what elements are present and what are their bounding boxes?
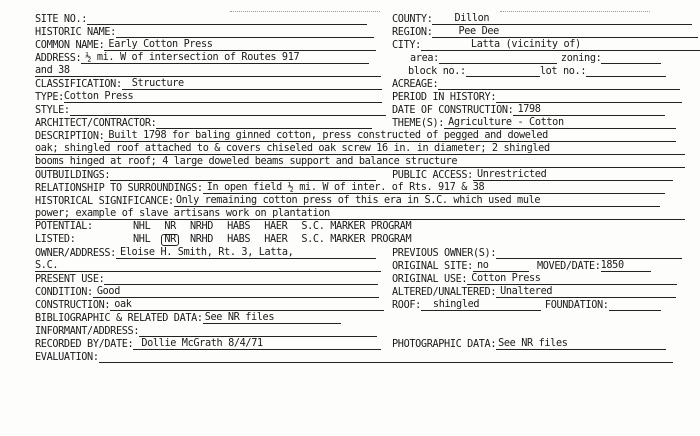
classification-field[interactable]: Structure	[122, 78, 382, 90]
altered-row	[392, 286, 676, 298]
original-site-field[interactable]: no	[473, 260, 529, 272]
description-row	[35, 130, 676, 142]
block-no-label: block no.:	[408, 66, 466, 77]
county-label: COUNTY:	[392, 14, 433, 25]
owner-field[interactable]: Eloise H. Smith, Rt. 3, Latta,	[116, 247, 376, 259]
date-construction-row	[392, 104, 665, 116]
common-name-row	[35, 39, 376, 51]
region-row	[392, 26, 698, 38]
description-field-line3[interactable]: booms hinged at roof; 4 large doweled beams support and balance structure	[35, 156, 685, 168]
listed-nrhd[interactable]: NRHD	[189, 234, 214, 245]
potential-nhl[interactable]: NHL	[133, 221, 151, 232]
listed-nhl[interactable]: NHL	[133, 234, 151, 245]
description-row-2	[35, 143, 685, 155]
listed-row	[35, 234, 425, 246]
public-access-field[interactable]: Unrestricted	[473, 169, 673, 181]
previous-owners-field[interactable]	[496, 247, 682, 259]
listed-marker[interactable]: S.C. MARKER PROGRAM	[301, 234, 412, 245]
architect-field[interactable]	[156, 117, 372, 129]
listed-habs[interactable]: HABS	[227, 234, 251, 245]
informant-field[interactable]	[139, 325, 377, 337]
altered-label: ALTERED/UNALTERED:	[392, 287, 497, 298]
date-construction-label: DATE OF CONSTRUCTION:	[392, 105, 514, 116]
photographic-row	[392, 338, 666, 350]
condition-field[interactable]: Good	[93, 286, 379, 298]
classification-row	[35, 78, 382, 90]
architect-label: ARCHITECT/CONTRACTOR:	[35, 118, 157, 129]
owner-row	[35, 247, 376, 259]
present-use-row	[35, 273, 378, 285]
classification-label: CLASSIFICATION:	[35, 79, 122, 90]
zoning-field[interactable]	[601, 52, 661, 64]
original-site-row	[392, 260, 651, 272]
foundation-label: FOUNDATION:	[544, 300, 609, 311]
description-field-line2[interactable]: oak; shingled roof attached to & covers chiseled oak screw 16 in. in diameter; 2 shingled	[35, 143, 685, 155]
informant-row	[35, 325, 377, 337]
significance-row	[35, 195, 660, 207]
original-use-row	[392, 273, 677, 285]
type-field[interactable]: Cotton Press	[64, 91, 382, 103]
site-no-field[interactable]	[87, 13, 367, 25]
site-no-label: SITE NO.:	[35, 14, 88, 25]
architect-row	[35, 117, 372, 129]
common-name-field[interactable]: Early Cotton Press	[104, 39, 376, 51]
recorded-by-field[interactable]: Dollie McGrath 8/4/71	[133, 338, 381, 350]
block-row	[408, 65, 666, 77]
lot-no-field[interactable]	[586, 65, 666, 77]
altered-field[interactable]: Unaltered	[496, 286, 676, 298]
block-no-field[interactable]	[466, 65, 540, 77]
owner-label: OWNER/ADDRESS:	[35, 248, 116, 259]
period-row	[392, 91, 682, 103]
evaluation-row	[35, 351, 673, 363]
address-field-line2[interactable]: and 38	[35, 65, 381, 77]
condition-row	[35, 286, 379, 298]
area-row	[410, 52, 661, 64]
potential-nrhd[interactable]: NRHD	[189, 221, 214, 232]
condition-label: CONDITION:	[35, 287, 93, 298]
moved-date-label: MOVED/DATE:	[536, 261, 601, 272]
lot-no-label: lot no.:	[539, 66, 587, 77]
potential-habs[interactable]: HABS	[227, 221, 251, 232]
recorded-by-label: RECORDED BY/DATE:	[35, 339, 134, 350]
construction-field[interactable]: oak	[110, 299, 384, 311]
potential-label: POTENTIAL:	[35, 221, 93, 232]
common-name-label: COMMON NAME:	[35, 40, 105, 51]
historic-name-row	[35, 26, 374, 38]
original-use-label: ORIGINAL USE:	[392, 274, 468, 285]
style-field[interactable]	[70, 104, 386, 116]
area-field[interactable]	[439, 52, 557, 64]
photographic-field[interactable]: See NR files	[496, 338, 666, 350]
bibliographic-row	[35, 312, 341, 324]
type-row	[35, 91, 382, 103]
address-cont-row	[35, 65, 381, 77]
period-field[interactable]	[496, 91, 682, 103]
potential-haer[interactable]: HAER	[264, 221, 288, 232]
dotted-guide	[230, 11, 380, 12]
evaluation-label: EVALUATION:	[35, 352, 99, 363]
potential-nr[interactable]: NR	[164, 221, 176, 232]
type-label: TYPE:	[35, 92, 64, 103]
original-site-label: ORIGINAL SITE:	[392, 261, 473, 272]
region-field[interactable]: Pee Dee	[432, 26, 698, 38]
historic-name-label: HISTORIC NAME:	[35, 27, 116, 38]
public-access-label: PUBLIC ACCESS:	[392, 170, 473, 181]
potential-marker[interactable]: S.C. MARKER PROGRAM	[301, 221, 412, 232]
photographic-label: PHOTOGRAPHIC DATA:	[392, 339, 497, 350]
moved-date-field[interactable]: 1850	[601, 260, 651, 272]
relationship-label: RELATIONSHIP TO SURROUNDINGS:	[35, 183, 203, 194]
roof-row	[392, 299, 661, 311]
address-row	[35, 52, 369, 64]
city-row	[392, 39, 700, 51]
region-label: REGION:	[392, 27, 433, 38]
listed-label: LISTED:	[35, 234, 76, 245]
significance-label: HISTORICAL SIGNIFICANCE:	[35, 196, 174, 207]
previous-owners-label: PREVIOUS OWNER(S):	[392, 248, 497, 259]
roof-label: ROOF:	[392, 300, 421, 311]
relationship-row	[35, 182, 665, 194]
owner-field-line2[interactable]: S.C.	[35, 260, 381, 272]
description-field-line1[interactable]: Built 1798 for baling ginned cotton, press constructed of pegged and doweled	[104, 130, 676, 142]
acreage-label: ACREAGE:	[392, 79, 439, 90]
construction-row	[35, 299, 384, 311]
date-construction-field[interactable]: 1798	[513, 104, 665, 116]
city-label: CITY:	[392, 40, 421, 51]
site-no-row	[35, 13, 367, 25]
bibliographic-field[interactable]: See NR files	[203, 312, 341, 324]
outbuildings-field[interactable]	[110, 169, 376, 181]
owner-row-2	[35, 260, 381, 272]
zoning-label: zoning:	[560, 53, 602, 64]
description-row-3	[35, 156, 685, 168]
county-field[interactable]: Dillon	[432, 13, 692, 25]
foundation-field[interactable]	[609, 299, 661, 311]
construction-label: CONSTRUCTION:	[35, 300, 111, 311]
bibliographic-label: BIBLIOGRAPHIC & RELATED DATA:	[35, 313, 203, 324]
significance-field-line2[interactable]: power; example of slave artisans work on plantation	[35, 208, 685, 220]
address-field[interactable]: ½ mi. W of intersection of Routes 917	[81, 52, 369, 64]
county-row	[392, 13, 692, 25]
present-use-field[interactable]	[104, 273, 378, 285]
original-use-field[interactable]: Cotton Press	[467, 273, 677, 285]
present-use-label: PRESENT USE:	[35, 274, 105, 285]
style-label: STYLE:	[35, 105, 70, 116]
evaluation-field[interactable]	[99, 351, 673, 363]
acreage-row	[392, 78, 680, 90]
outbuildings-label: OUTBUILDINGS:	[35, 170, 111, 181]
significance-row-2	[35, 208, 685, 220]
public-access-row	[392, 169, 673, 181]
themes-field[interactable]: Agriculture - Cotton	[444, 117, 676, 129]
description-label: DESCRIPTION:	[35, 131, 105, 142]
address-label: ADDRESS:	[35, 53, 82, 64]
roof-field[interactable]: shingled	[421, 299, 541, 311]
style-row	[35, 104, 386, 116]
historic-name-field[interactable]	[116, 26, 374, 38]
significance-field-line1[interactable]: Only remaining cotton press of this era in S.C. which used mule	[174, 195, 660, 207]
city-field[interactable]: Latta (vicinity of)	[421, 39, 700, 51]
relationship-field[interactable]: In open field ½ mi. W of inter. of Rts. 917 & 38	[203, 182, 665, 194]
area-label: area:	[410, 53, 439, 64]
themes-label: THEME(S):	[392, 118, 445, 129]
recorded-by-row	[35, 338, 381, 350]
themes-row	[392, 117, 676, 129]
listed-haer[interactable]: HAER	[264, 234, 288, 245]
dotted-guide	[500, 11, 650, 12]
period-label: PERIOD IN HISTORY:	[392, 92, 497, 103]
previous-owners-row	[392, 247, 682, 259]
informant-label: INFORMANT/ADDRESS:	[35, 326, 140, 337]
outbuildings-row	[35, 169, 376, 181]
listed-nr-circled[interactable]: NR	[161, 234, 179, 246]
acreage-field[interactable]	[438, 78, 680, 90]
potential-row	[35, 221, 425, 233]
